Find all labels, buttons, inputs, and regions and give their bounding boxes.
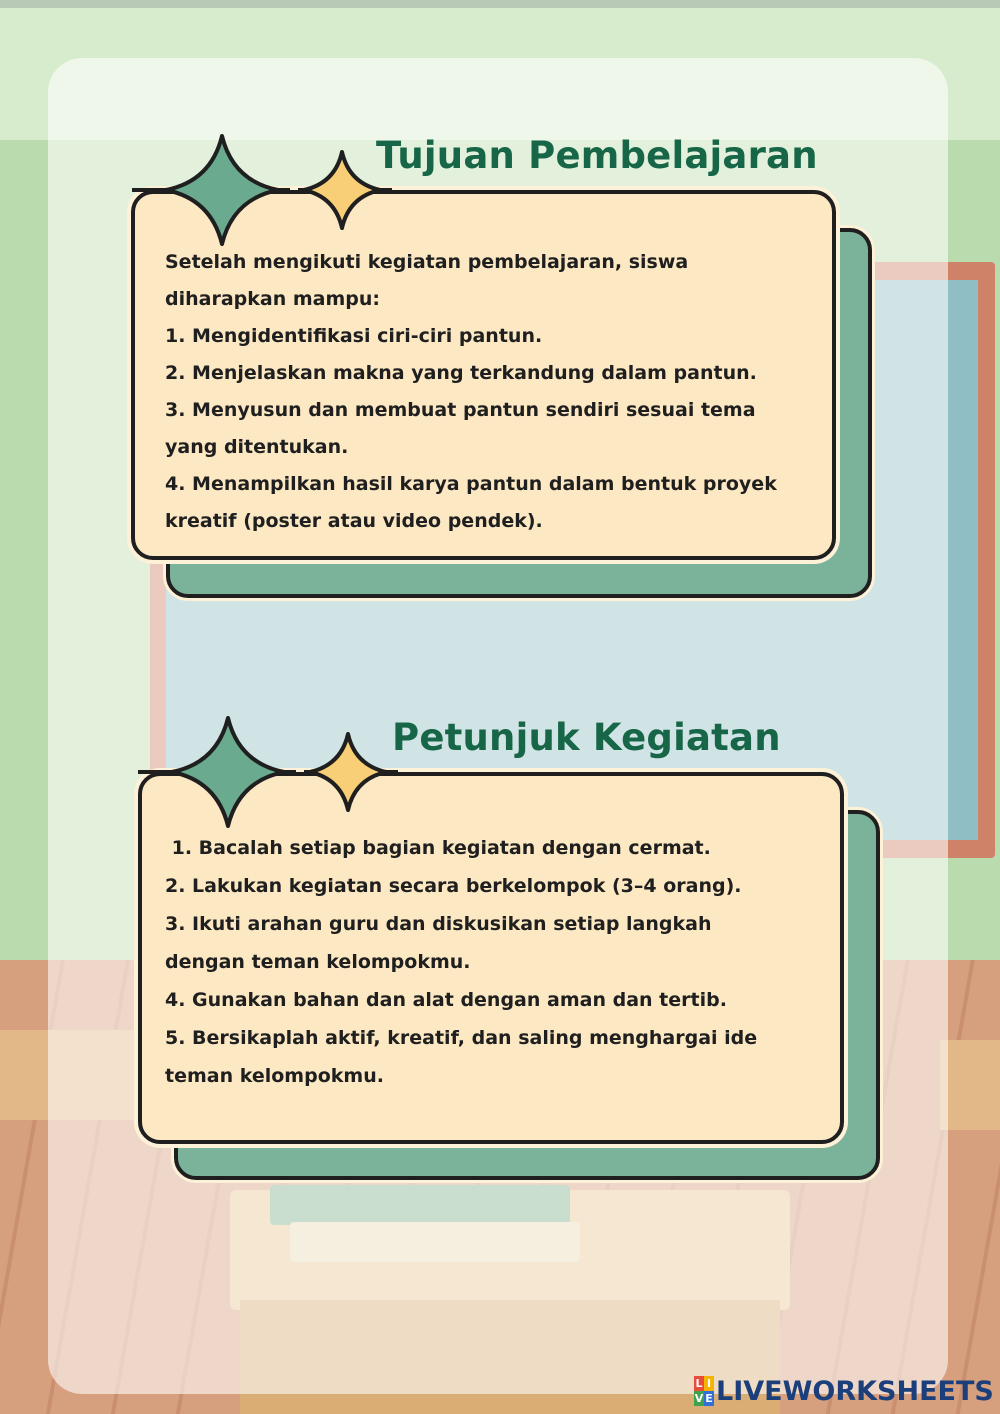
list-item: 4. Gunakan bahan dan alat dengan aman dan tertib. (165, 989, 727, 1011)
four-point-star-yellow-icon (310, 734, 386, 810)
list-item: 3. Ikuti arahan guru dan diskusikan setiap langkah (165, 913, 712, 935)
section-body (165, 829, 757, 1095)
desk-right (940, 1040, 1000, 1130)
list-item-continuation: dengan teman kelompokmu. (165, 951, 471, 973)
four-point-star-green-icon (172, 718, 284, 826)
liveworksheets-wordmark: LIVEWORKSHEETS (716, 1375, 994, 1407)
list-item-continuation: kreatif (poster atau video pendek). (165, 510, 543, 532)
section-body (165, 244, 777, 540)
liveworksheets-logo-icon: L I V E (694, 1377, 713, 1405)
list-item-continuation: teman kelompokmu. (165, 1065, 384, 1087)
four-point-star-yellow-icon (304, 152, 380, 228)
section-title: Petunjuk Kegiatan (392, 716, 781, 759)
ceiling-strip (0, 0, 1000, 8)
text-line: Setelah mengikuti kegiatan pembelajaran, siswa (165, 251, 689, 273)
four-point-star-green-icon (166, 136, 278, 244)
list-item: 2. Menjelaskan makna yang terkandung dalam pantun. (165, 362, 757, 384)
list-item: 1. Bacalah setiap bagian kegiatan dengan cermat. (165, 837, 711, 859)
list-item-continuation: yang ditentukan. (165, 436, 349, 458)
list-item: 5. Bersikaplah aktif, kreatif, dan saling menghargai ide (165, 1027, 758, 1049)
liveworksheets-logo-link[interactable] (694, 1374, 994, 1408)
list-item: 1. Mengidentifikasi ciri-ciri pantun. (165, 325, 543, 347)
list-item: 4. Menampilkan hasil karya pantun dalam bentuk proyek (165, 473, 777, 495)
list-item: 2. Lakukan kegiatan secara berkelompok (3–4 orang). (165, 875, 742, 897)
list-item: 3. Menyusun dan membuat pantun sendiri sesuai tema (165, 399, 756, 421)
text-line: diharapkan mampu: (165, 288, 380, 310)
section-title: Tujuan Pembelajaran (376, 134, 818, 177)
